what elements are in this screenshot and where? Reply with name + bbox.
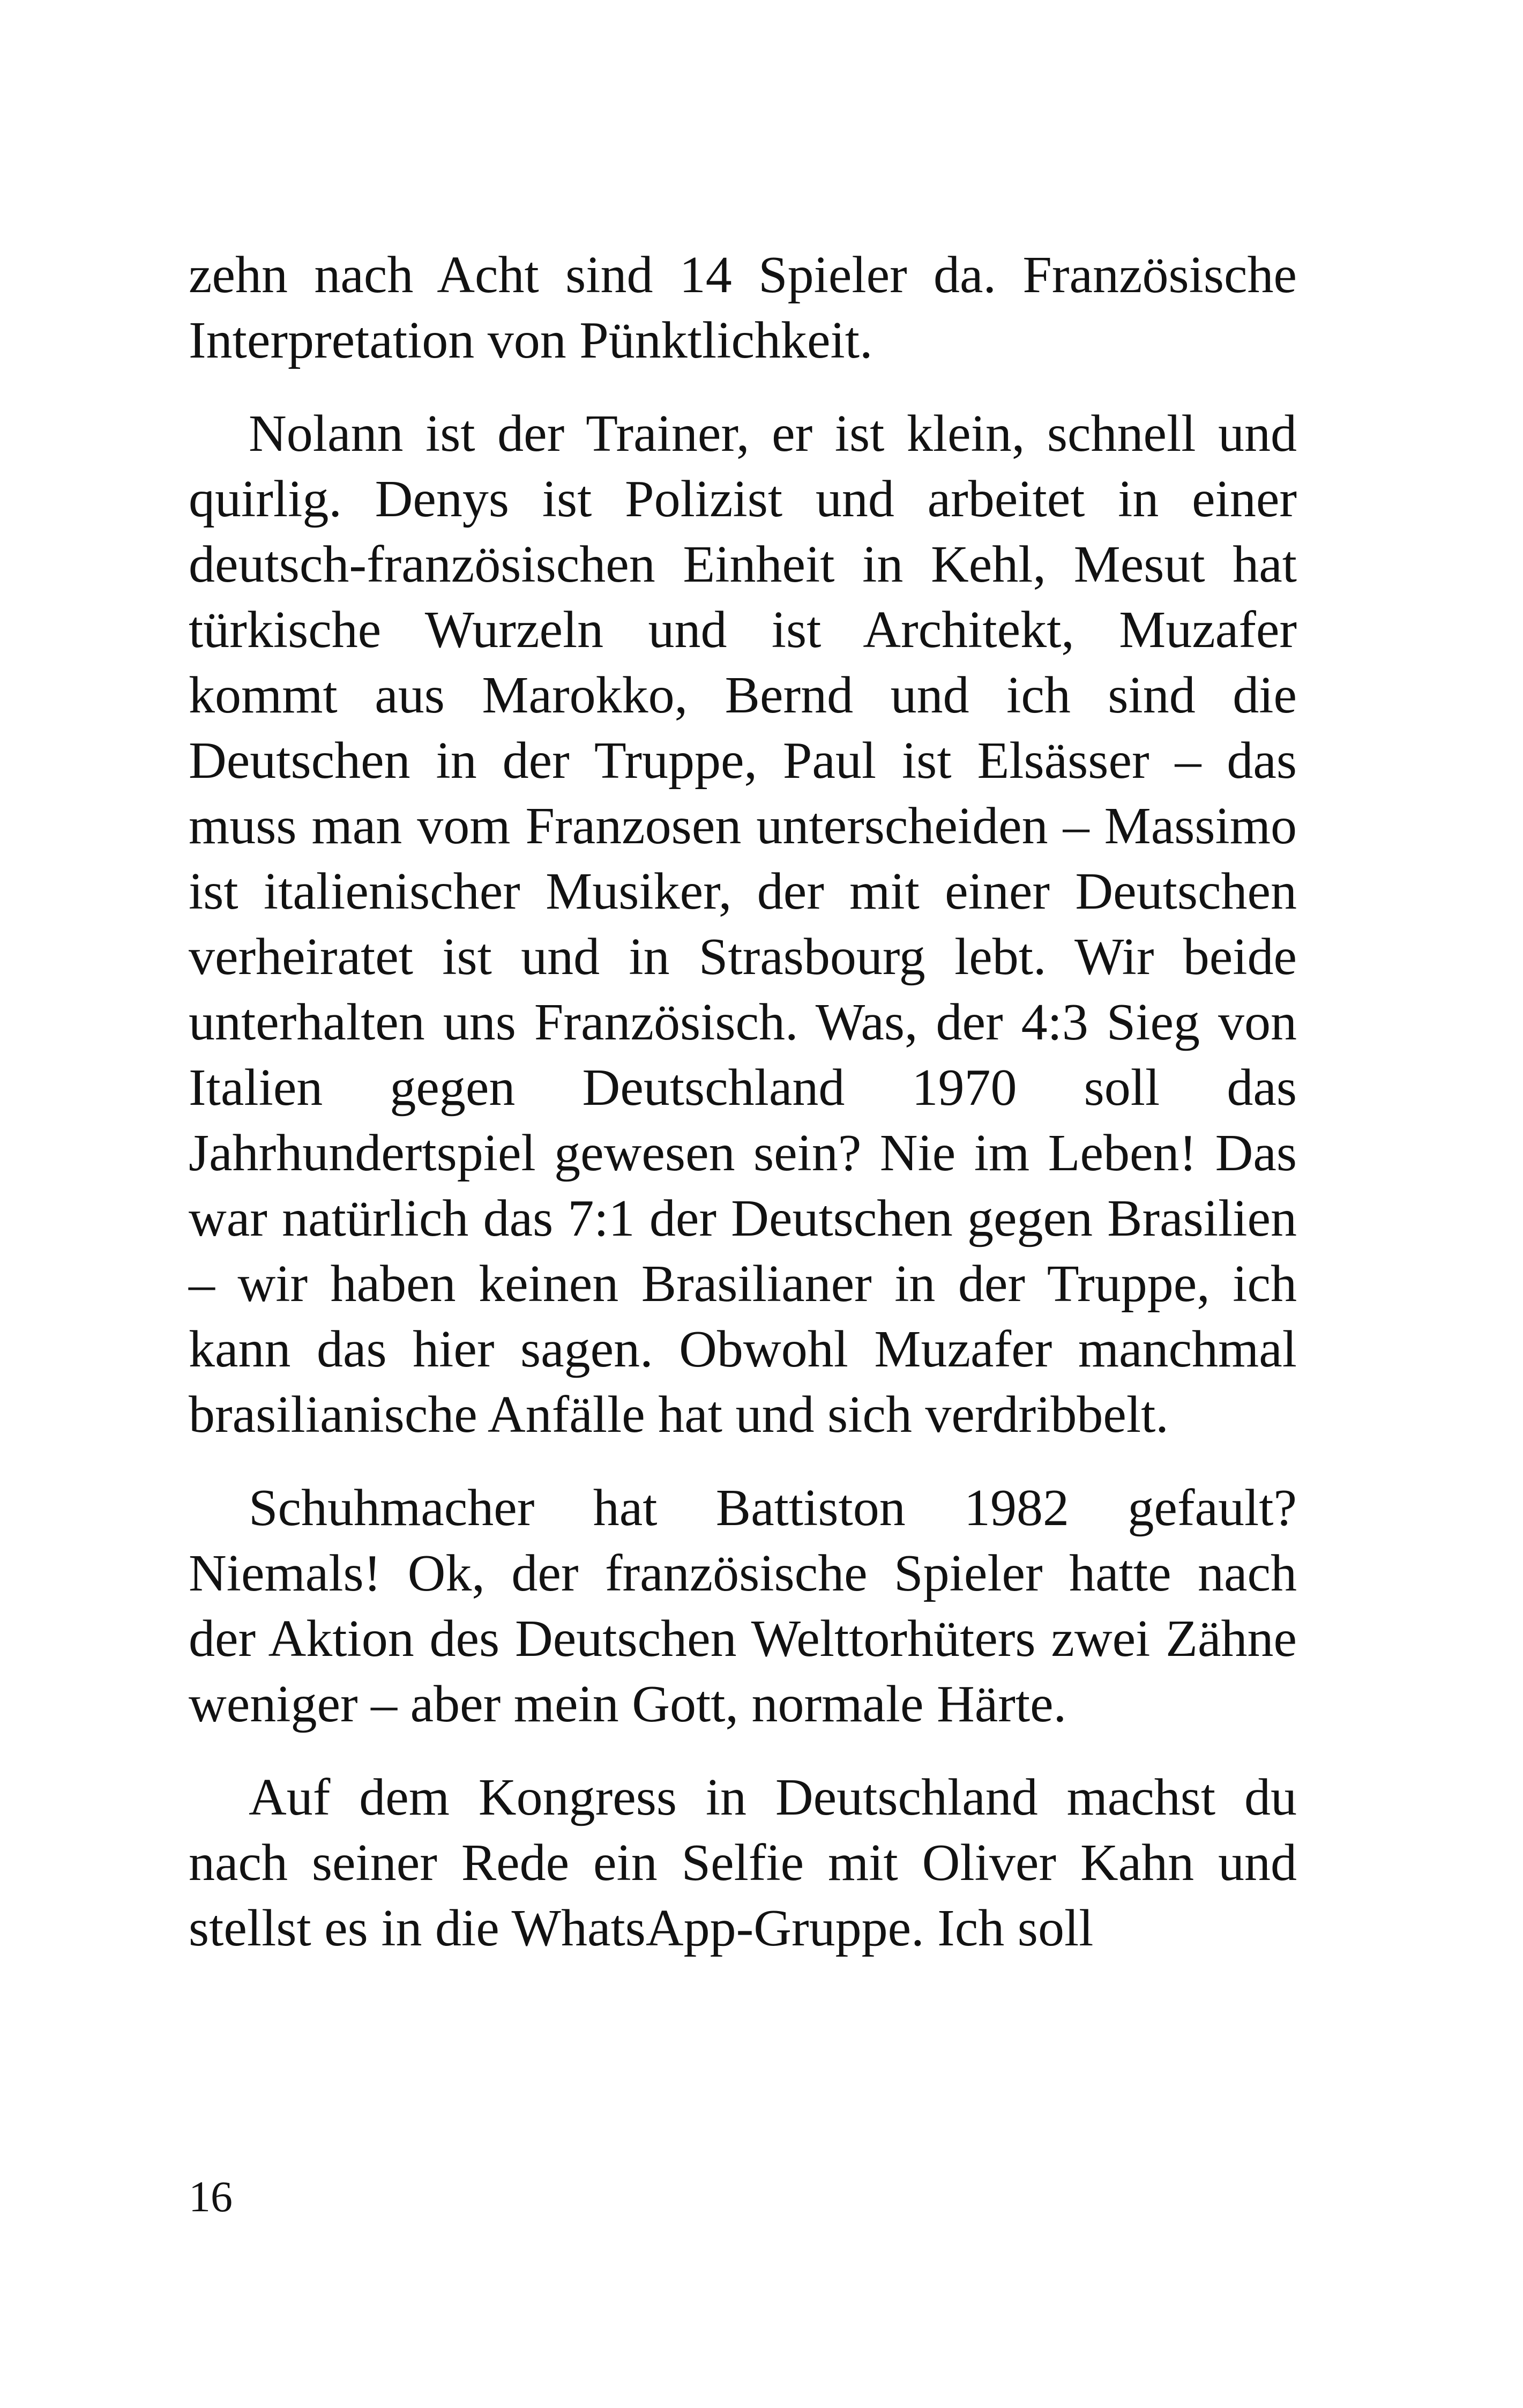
page-number: 16 [189, 2172, 233, 2221]
body-text [189, 242, 1297, 1989]
paragraph-4: Auf dem Kongress in Deutschland machst du nach seiner Rede ein Selfie mit Oliver Kahn und stellst es in die WhatsApp-Gruppe. Ich soll [189, 1768, 1297, 1957]
paragraph-2: Nolann ist der Trainer, er ist klein, schnell und quirlig. Denys ist Polizist und arbeitet in einer deutsch-französischen Einheit in Kehl, Mesut hat türkische Wurzeln und ist Architekt, Muzafer kommt aus Marokko, Bernd und ich sind die Deutschen in der Truppe, Paul ist Elsässer – das muss man vom Franzosen unterscheiden – Massimo ist italienischer Musiker, der mit einer Deutschen verheiratet ist und in Strasbourg lebt. Wir beide unterhalten uns Französisch. Was, der 4:3 Sieg von Italien gegen Deutschland 1970 soll das Jahrhundertspiel gewesen sein? Nie im Leben! Das war natürlich das 7:1 der Deutschen gegen Brasilien – wir haben keinen Brasilianer in der Truppe, ich kann das hier sagen. Obwohl Muzafer manchmal brasilianische Anfälle hat und sich verdribbelt. [189, 405, 1297, 1444]
paragraph-1: zehn nach Acht sind 14 Spieler da. Französische Interpretation von Pünktlichkeit. [189, 246, 1297, 369]
paragraph-3: Schuhmacher hat Battiston 1982 gefault? Niemals! Ok, der französische Spieler hatte nach der Aktion des Deutschen Welttorhüters zwei Zähne weniger – aber mein Gott, normale Härte. [189, 1479, 1297, 1733]
